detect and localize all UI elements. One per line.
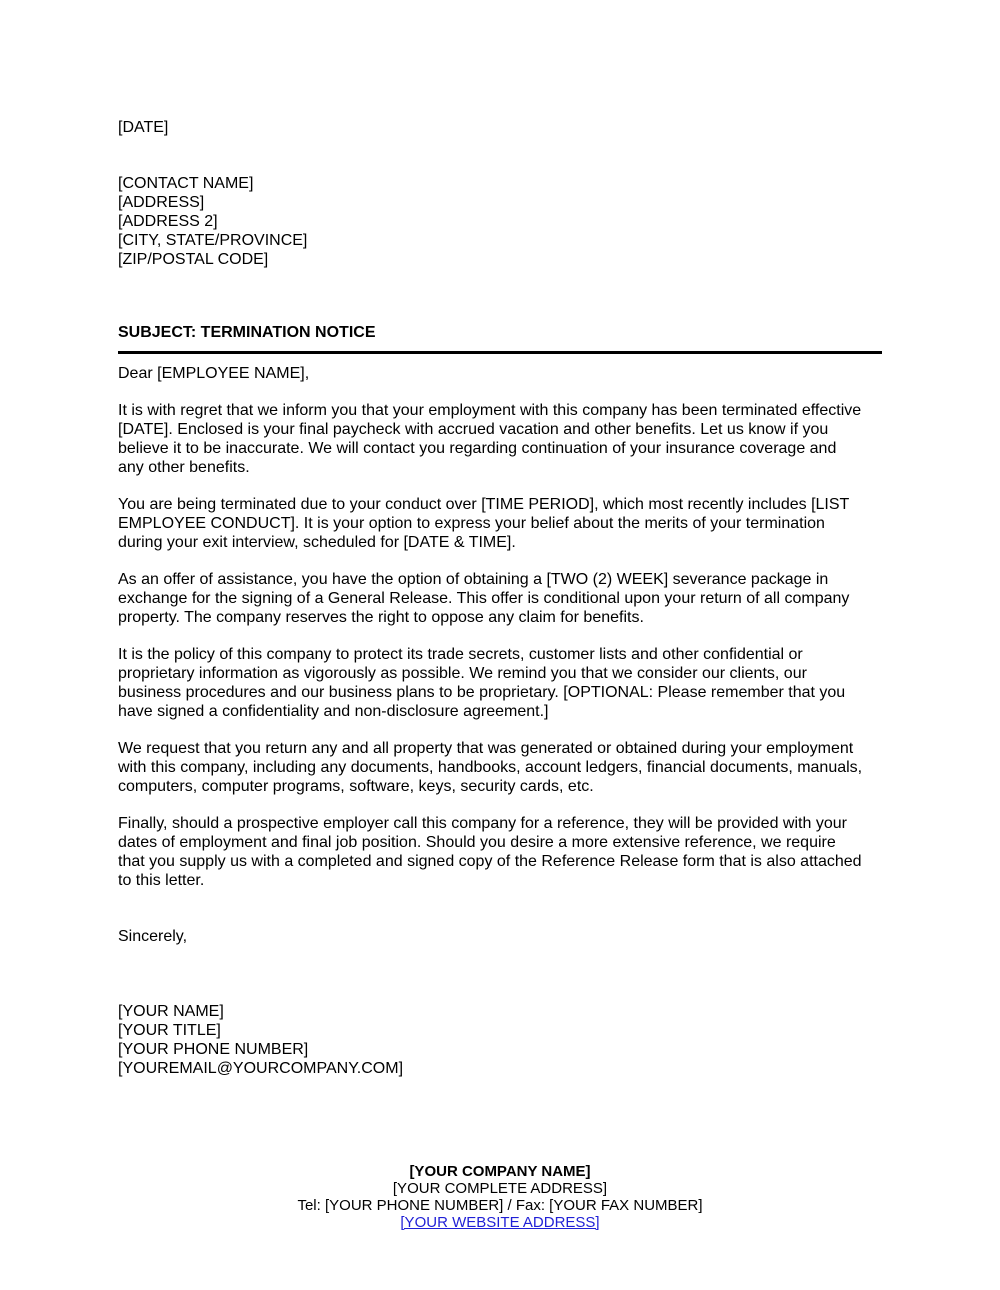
paragraph-line: EMPLOYEE CONDUCT]. It is your option to express your belief about the merits of your termination [118,515,825,532]
signature-name: [YOUR NAME] [118,1003,224,1020]
paragraph-line: It is the policy of this company to protect its trade secrets, customer lists and other confidential or [118,646,803,663]
paragraph-line: exchange for the signing of a General Release. This offer is conditional upon your return of all company [118,590,850,607]
footer-company-name: [YOUR COMPANY NAME] [409,1163,591,1180]
paragraph-line: It is with regret that we inform you that your employment with this company has been terminated effective [118,402,862,419]
footer-contact: Tel: [YOUR PHONE NUMBER] / Fax: [YOUR FAX NUMBER] [297,1197,703,1214]
paragraph-line: with this company, including any documents, handbooks, account ledgers, financial documents, manuals, [118,759,863,776]
footer-website-link[interactable]: [YOUR WEBSITE ADDRESS] [400,1214,600,1231]
signature-title: [YOUR TITLE] [118,1022,221,1039]
recipient-contact-name: [CONTACT NAME] [118,175,254,192]
paragraph-line: As an offer of assistance, you have the option of obtaining a [TWO (2) WEEK] severance package in [118,571,829,588]
letter-subject: SUBJECT: TERMINATION NOTICE [118,324,376,341]
paragraph-line: property. The company reserves the right to oppose any claim for benefits. [118,609,644,626]
subject-divider [118,351,882,354]
paragraph-line: to this letter. [118,872,205,889]
paragraph-line: We request that you return any and all property that was generated or obtained during your employment [118,740,854,757]
paragraph-1 [118,401,882,477]
recipient-address-line-1: [ADDRESS] [118,194,205,211]
recipient-address-line-2: [ADDRESS 2] [118,213,218,230]
paragraph-line: Finally, should a prospective employer call this company for a reference, they will be provided with your [118,815,847,832]
letter-date: [DATE] [118,119,169,136]
paragraph-line: proprietary information as vigorously as possible. We remind you that we consider our clients, our [118,665,807,682]
recipient-postal-code: [ZIP/POSTAL CODE] [118,251,269,268]
paragraph-line: dates of employment and final job position. Should you desire a more extensive reference, we require [118,834,836,851]
letter-body [118,118,882,1078]
paragraph-line: that you supply us with a completed and signed copy of the Reference Release form that is also attached [118,853,862,870]
signature-email: [YOUREMAIL@YOURCOMPANY.COM] [118,1060,404,1077]
paragraph-line: computers, computer programs, software, keys, security cards, etc. [118,778,594,795]
paragraph-line: believe it to be inaccurate. We will contact you regarding continuation of your insurance coverage and [118,440,837,457]
paragraph-3 [118,570,882,627]
paragraph-line: business procedures and our business plans to be proprietary. [OPTIONAL: Please remember that you [118,684,846,701]
paragraph-line: [DATE]. Enclosed is your final paycheck with accrued vacation and other benefits. Let us know if you [118,421,829,438]
paragraph-2 [118,495,882,552]
footer-address: [YOUR COMPLETE ADDRESS] [392,1180,608,1197]
recipient-city-state: [CITY, STATE/PROVINCE] [118,232,308,249]
paragraph-4 [118,645,882,721]
signature-phone: [YOUR PHONE NUMBER] [118,1041,309,1058]
paragraph-5 [118,739,882,796]
paragraph-line: any other benefits. [118,459,250,476]
paragraph-6 [118,814,882,890]
paragraph-line: You are being terminated due to your conduct over [TIME PERIOD], which most recently includes [LIST [118,496,850,513]
recipient-address-block [118,174,882,269]
paragraph-line: have signed a confidentiality and non-disclosure agreement.] [118,703,549,720]
letterhead-footer [0,1163,1000,1231]
letter-greeting: Dear [EMPLOYEE NAME], [118,365,310,382]
paragraph-line: during your exit interview, scheduled for [DATE & TIME]. [118,534,516,551]
signature-block [118,1002,882,1078]
letter-closing: Sincerely, [118,928,188,945]
